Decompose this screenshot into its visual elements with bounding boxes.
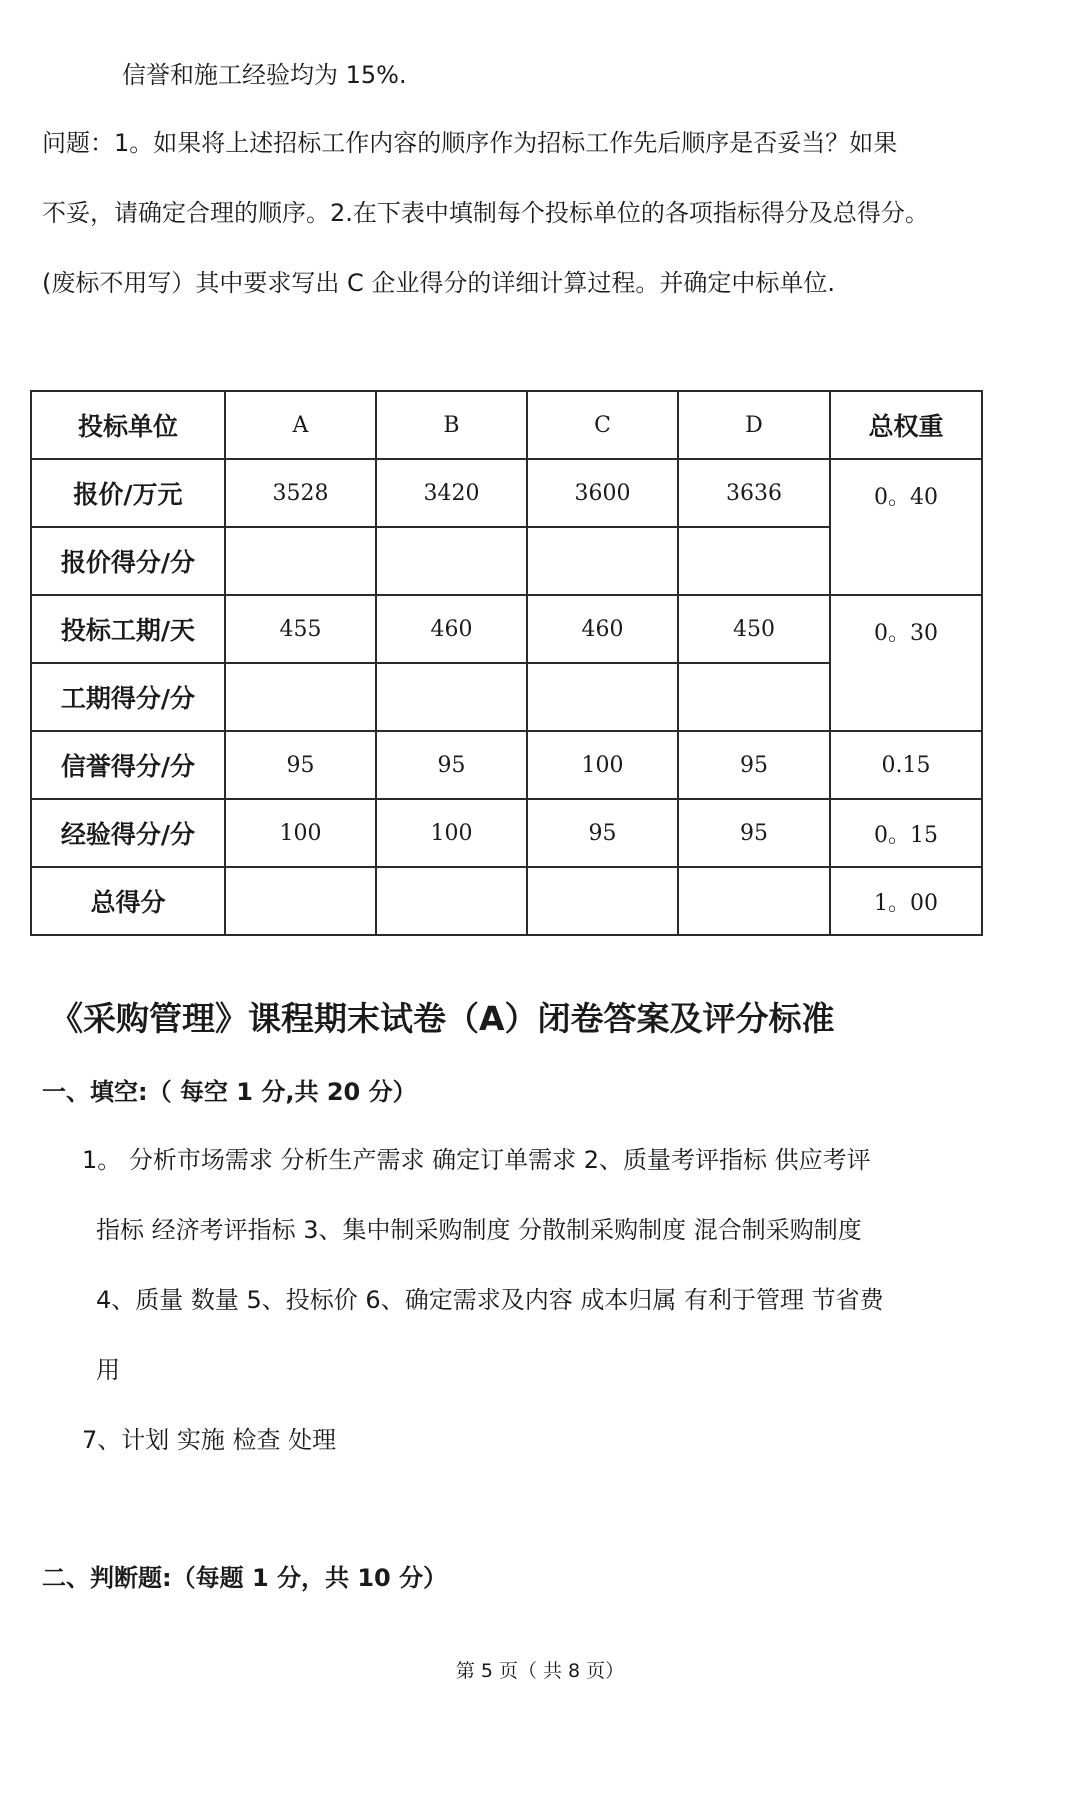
table-cell: 3420 — [376, 459, 527, 527]
table-cell — [376, 867, 527, 935]
table-cell: 100 — [376, 799, 527, 867]
table-cell: 450 — [678, 595, 830, 663]
weight-cell: 0。30 — [830, 595, 982, 731]
answer-text-line: 1。 分析市场需求 分析生产需求 确定订单需求 2、质量考评指标 供应考评 — [82, 1146, 871, 1174]
table-row — [31, 867, 982, 935]
table-cell — [225, 663, 376, 731]
table-cell: 460 — [376, 595, 527, 663]
table-cell: 3600 — [527, 459, 678, 527]
table-cell: 95 — [678, 731, 830, 799]
page-number: 第 5 页（ 共 8 页） — [455, 1660, 625, 1682]
weight-cell: 1。00 — [830, 867, 982, 935]
table-cell: 100 — [225, 799, 376, 867]
table-row — [31, 731, 982, 799]
table-cell: 95 — [527, 799, 678, 867]
weight-cell: 0。40 — [830, 459, 982, 595]
header-cell: D — [678, 391, 830, 459]
header-cell: B — [376, 391, 527, 459]
answer-text-line: 用 — [96, 1356, 120, 1384]
header-cell: A — [225, 391, 376, 459]
section-heading: 一、填空:（ 每空 1 分,共 20 分） — [42, 1078, 417, 1106]
table-cell — [225, 867, 376, 935]
table-cell: 95 — [678, 799, 830, 867]
question-text-line: 问题：1。如果将上述招标工作内容的顺序作为招标工作先后顺序是否妥当？如果 — [42, 129, 898, 157]
header-cell: 总权重 — [830, 391, 982, 459]
table-row — [31, 459, 982, 527]
table-cell: 460 — [527, 595, 678, 663]
table-row — [31, 595, 982, 663]
weight-cell: 0。15 — [830, 799, 982, 867]
table-cell: 3636 — [678, 459, 830, 527]
table-cell — [527, 527, 678, 595]
section-heading: 二、判断题:（每题 1 分，共 10 分） — [42, 1564, 448, 1592]
row-label: 报价得分/分 — [31, 527, 225, 595]
row-label: 报价/万元 — [31, 459, 225, 527]
answer-text-line: 7、计划 实施 检查 处理 — [82, 1426, 337, 1454]
table-cell — [225, 527, 376, 595]
table-cell — [527, 867, 678, 935]
intro-text: 信誉和施工经验均为 15%. — [122, 61, 407, 89]
question-text-line: 不妥，请确定合理的顺序。2.在下表中填制每个投标单位的各项指标得分及总得分。 — [42, 199, 929, 227]
header-cell: 投标单位 — [31, 391, 225, 459]
table-cell: 3528 — [225, 459, 376, 527]
table-cell — [376, 663, 527, 731]
table-cell — [678, 867, 830, 935]
bid-evaluation-table — [30, 390, 983, 936]
table-cell — [678, 527, 830, 595]
table-cell: 455 — [225, 595, 376, 663]
weight-cell: 0.15 — [830, 731, 982, 799]
row-label: 经验得分/分 — [31, 799, 225, 867]
question-text-line: (废标不用写）其中要求写出 C 企业得分的详细计算过程。并确定中标单位. — [42, 269, 836, 297]
table-cell — [678, 663, 830, 731]
table-cell: 95 — [225, 731, 376, 799]
table-cell — [376, 527, 527, 595]
answer-text-line: 4、质量 数量 5、投标价 6、确定需求及内容 成本归属 有利于管理 节省费 — [96, 1286, 884, 1314]
row-label: 投标工期/天 — [31, 595, 225, 663]
table-header-row — [31, 391, 982, 459]
row-label: 工期得分/分 — [31, 663, 225, 731]
answer-text-line: 指标 经济考评指标 3、集中制采购制度 分散制采购制度 混合制采购制度 — [96, 1216, 862, 1244]
answer-title: 《采购管理》课程期末试卷（A）闭卷答案及评分标准 — [50, 999, 835, 1038]
table-cell: 95 — [376, 731, 527, 799]
table-row — [31, 799, 982, 867]
row-label: 总得分 — [31, 867, 225, 935]
table-cell: 100 — [527, 731, 678, 799]
row-label: 信誉得分/分 — [31, 731, 225, 799]
header-cell: C — [527, 391, 678, 459]
table-cell — [527, 663, 678, 731]
